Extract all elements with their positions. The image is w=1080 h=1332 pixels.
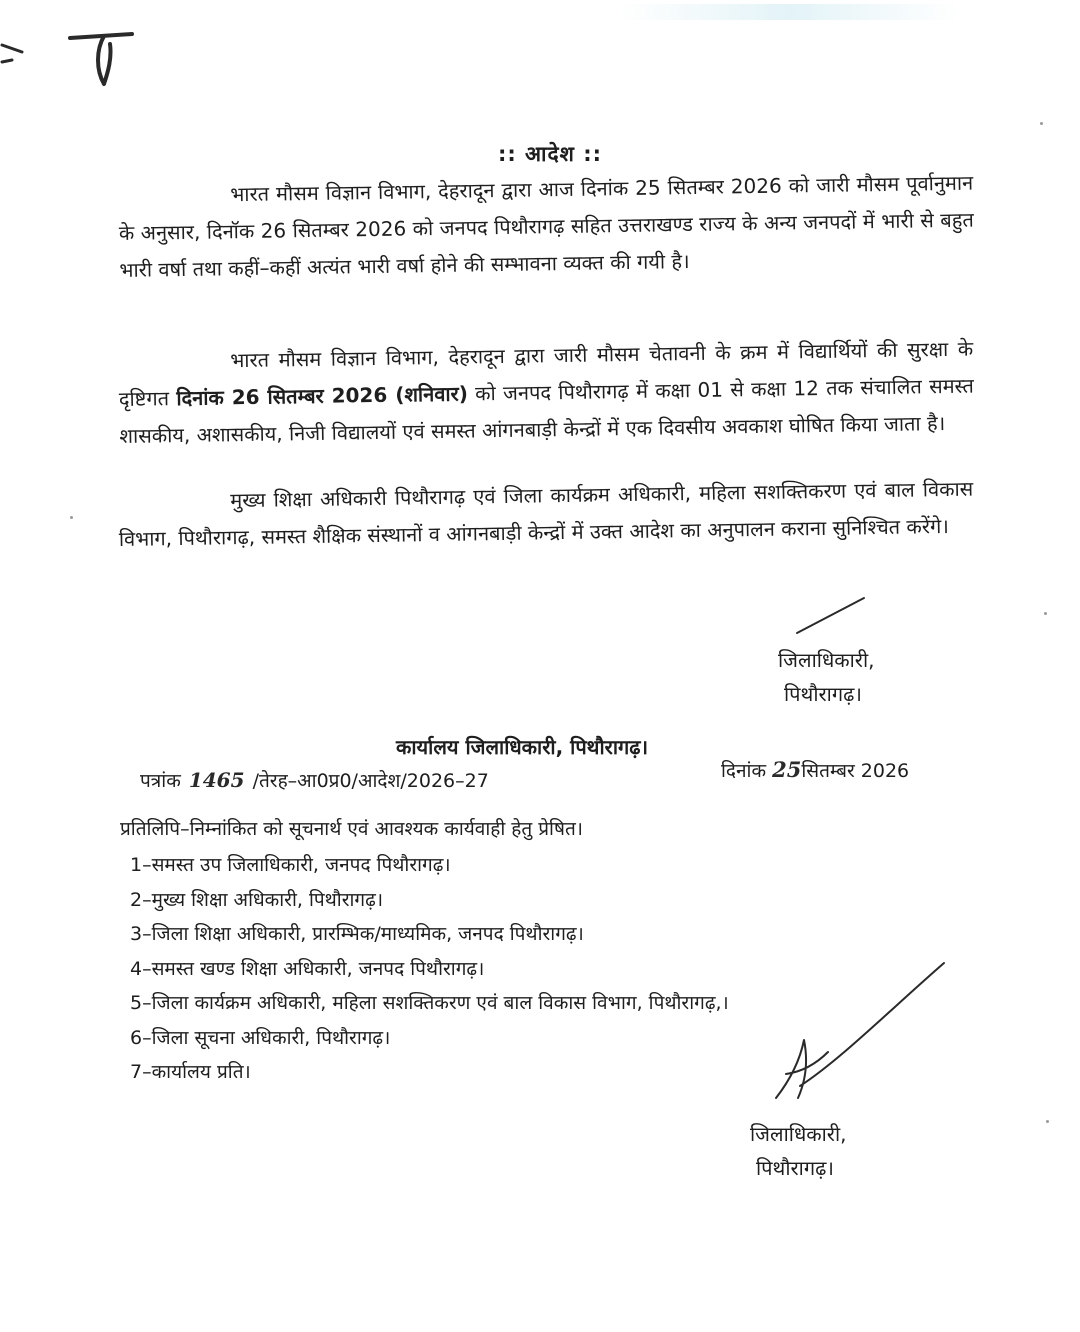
paragraph-3 xyxy=(118,471,974,558)
paragraph-2-text-before: भारत मौसम विज्ञान विभाग, देहरादून द्वारा जारी मौसम चेतावनी के क्रम में विद्यार्थियों की सुरक्षा के दृष्टिगत xyxy=(118,336,974,411)
list-item: 3–जिला शिक्षा अधिकारी, प्रारम्भिक/माध्यमिक, जनपद पिथौरागढ़। xyxy=(130,923,584,945)
reference-line xyxy=(140,767,489,793)
corner-scribble-glyph xyxy=(70,34,132,84)
paragraph-1 xyxy=(118,165,975,289)
scan-speck xyxy=(70,516,73,519)
scan-speck xyxy=(1044,612,1047,615)
signature-1-stroke xyxy=(797,598,864,633)
copy-intro: प्रतिलिपि–निम्नांकित को सूचनार्थ एवं आवश्यक कार्यवाही हेतु प्रेषित। xyxy=(120,818,583,840)
list-item: 5–जिला कार्यक्रम अधिकारी, महिला सशक्तिकरण एवं बाल विकास विभाग, पिथौरागढ़,। xyxy=(130,992,729,1014)
paragraph-2 xyxy=(118,331,975,455)
date-prefix: दिनांक xyxy=(721,760,767,782)
list-item: 7–कार्यालय प्रति। xyxy=(130,1061,251,1083)
paragraph-3-text: मुख्य शिक्षा अधिकारी पिथौरागढ़ एवं जिला कार्यक्रम अधिकारी, महिला सशक्तिकरण एवं बाल विकास विभाग, पिथौरागढ़, समस्त शैक्षिक संस्थानों व आंगनबाड़ी केन्द्रों में उक्त आदेश का अनुपालन कराना सुनिश्चित करेंगे। xyxy=(118,476,974,551)
corner-scribble-mark xyxy=(2,45,22,62)
signature-1-place: पिथौरागढ़। xyxy=(784,682,862,706)
paragraph-1-text: भारत मौसम विज्ञान विभाग, देहरादून द्वारा आज दिनांक 25 सितम्बर 2026 को जारी मौसम पूर्वानुमान के अनुसार, दिनॉक 26 सितम्बर 2026 को जनपद पिथौरागढ़ सहित उत्तराखण्ड राज्य के अन्य जनपदों में भारी से बहुत भारी वर्षा तथा कहीं–कहीं अत्यंत भारी वर्षा होने की सम्भावना व्यक्त की गयी है। xyxy=(118,170,974,282)
paragraph-2-text-after: को जनपद पिथौरागढ़ में कक्षा 01 से कक्षा 12 तक संचालित समस्त शासकीय, अशासकीय, निजी विद्यालयों एवं समस्त आंगनबाड़ी केन्द्रों में एक दिवसीय अवकाश घोषित किया जाता है। xyxy=(119,373,974,448)
list-item: 6–जिला सूचना अधिकारी, पिथौरागढ़। xyxy=(130,1026,391,1049)
signature-2-designation: जिलाधिकारी, xyxy=(750,1122,847,1146)
ref-suffix: /तेरह–आ0प्र0/आदेश/2026–27 xyxy=(252,770,489,792)
date-line xyxy=(721,757,909,783)
order-heading: :: आदेश :: xyxy=(497,142,603,166)
signature-2-place: पिथौरागढ़। xyxy=(756,1156,834,1180)
ref-prefix: पत्रांक xyxy=(140,770,181,792)
scan-speck xyxy=(1046,1120,1049,1123)
scan-speck xyxy=(1040,122,1043,125)
signature-block-2 xyxy=(750,1117,847,1185)
list-item: 2–मुख्य शिक्षा अधिकारी, पिथौरागढ़। xyxy=(130,888,384,911)
date-day: 25 xyxy=(772,757,802,782)
signature-1-designation: जिलाधिकारी, xyxy=(778,648,875,672)
ref-number: 1465 xyxy=(188,768,245,792)
office-title: कार्यालय जिलाधिकारी, पिथौरागढ़। xyxy=(396,735,649,759)
copy-list xyxy=(130,848,729,1090)
paragraph-2-date-bold: दिनांक 26 सितम्बर 2026 (शनिवार) xyxy=(176,381,469,411)
list-item: 4–समस्त खण्ड शिक्षा अधिकारी, जनपद पिथौरागढ़। xyxy=(130,957,485,980)
list-item: 1–समस्त उप जिलाधिकारी, जनपद पिथौरागढ़। xyxy=(130,854,451,876)
signature-block-1 xyxy=(778,643,875,711)
date-rest: सितम्बर 2026 xyxy=(801,760,910,782)
signature-2-stroke xyxy=(776,963,944,1098)
